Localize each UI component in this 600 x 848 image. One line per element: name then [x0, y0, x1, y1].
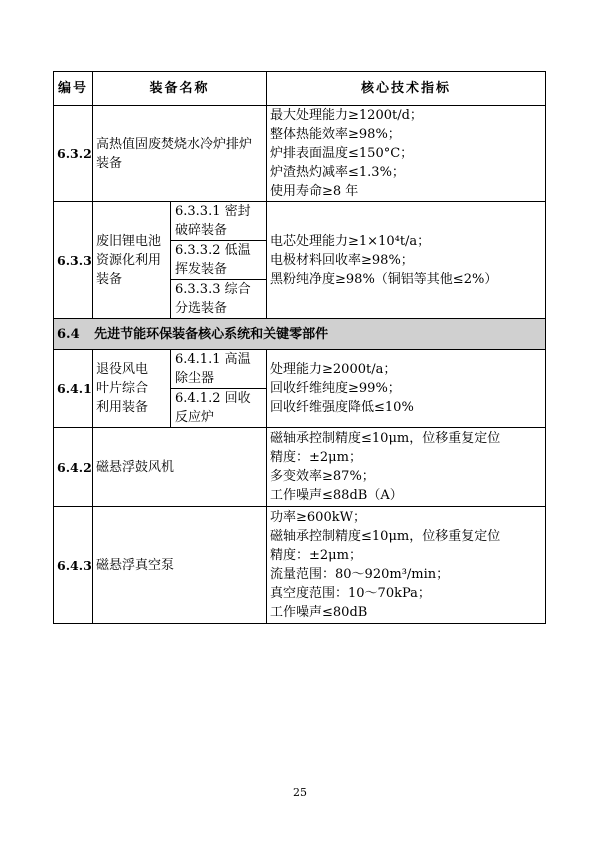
sub-equipment — [171, 241, 267, 280]
spec-cell — [267, 202, 546, 319]
spec-line: 电极材料回收率≥98%； — [270, 252, 414, 268]
spec-line: 使用寿命≥8 年 — [270, 184, 359, 199]
spec-line: 流量范围：80～920m³/min； — [270, 567, 450, 582]
sub-line: 除尘器 — [175, 371, 215, 386]
spec-line: 回收纤维强度降低≤10% — [270, 400, 414, 415]
sub-equipment — [171, 389, 267, 428]
spec-line: 整体热能效率≥98%； — [270, 127, 401, 142]
item-number: 6.3.3 — [54, 202, 93, 319]
table-row — [54, 507, 546, 624]
item-number: 6.4.2 — [54, 428, 93, 507]
spec-line: 最大处理能力≥1200t/d； — [270, 108, 423, 123]
equipment-name: 磁悬浮鼓风机 — [93, 428, 267, 507]
sub-line: 6.4.1.2 回收 — [175, 391, 251, 406]
equipment-name: 磁悬浮真空泵 — [93, 507, 267, 624]
sub-line: 6.4.1.1 高温 — [175, 352, 251, 367]
section-number: 6.4 — [57, 326, 80, 342]
sub-equipment — [171, 280, 267, 319]
spec-cell — [267, 106, 546, 202]
name-line: 装备 — [96, 271, 123, 287]
spec-line: 精度：±2μm； — [270, 450, 362, 465]
item-number: 6.4.1 — [54, 350, 93, 428]
item-number: 6.4.3 — [54, 507, 93, 624]
spec-cell — [267, 350, 546, 428]
name-line: 高热值固废焚烧水冷炉排炉 — [96, 136, 253, 152]
header-core-spec: 核心技术指标 — [267, 72, 546, 106]
name-line: 叶片综合 — [96, 381, 149, 396]
name-line: 装备 — [96, 155, 123, 171]
header-number: 编号 — [54, 72, 93, 106]
spec-cell — [267, 507, 546, 624]
spec-line: 炉渣热灼减率≤1.3%； — [270, 165, 405, 180]
page-number: 25 — [293, 786, 307, 799]
table-row — [54, 350, 546, 389]
equipment-name — [93, 350, 171, 428]
spec-line: 工作噪声≤88dB（A） — [270, 488, 403, 503]
spec-line: 工作噪声≤80dB — [270, 605, 368, 620]
equipment-name — [93, 106, 267, 202]
equipment-name — [93, 202, 171, 319]
spec-line: 回收纤维纯度≥99%； — [270, 381, 401, 396]
spec-cell — [267, 428, 546, 507]
spec-line: 精度：±2μm； — [270, 548, 362, 563]
spec-line: 多变效率≥87%； — [270, 469, 375, 484]
section-row — [54, 319, 546, 350]
section-heading — [54, 319, 546, 350]
sub-equipment — [171, 202, 267, 241]
spec-line: 功率≥600kW； — [270, 510, 366, 525]
equipment-spec-table — [53, 71, 546, 624]
sub-line: 挥发装备 — [175, 262, 228, 277]
name-line: 资源化利用 — [96, 252, 162, 268]
table-row — [54, 202, 546, 241]
spec-line: 炉排表面温度≤150°C； — [270, 146, 414, 161]
spec-line: 处理能力≥2000t/a； — [270, 362, 397, 377]
table-header-row — [54, 72, 546, 106]
sub-line: 分选装备 — [175, 301, 228, 316]
spec-line: 黑粉纯净度≥98%（铜铝等其他≤2%） — [270, 271, 498, 287]
spec-line: 真空度范围：10～70kPa； — [270, 586, 431, 601]
name-line: 利用装备 — [96, 400, 149, 415]
sub-line: 6.3.3.3 综合 — [175, 282, 251, 297]
spec-line: 磁轴承控制精度≤10μm，位移重复定位 — [270, 431, 501, 446]
sub-line: 破碎装备 — [175, 223, 228, 238]
sub-equipment — [171, 350, 267, 389]
spec-line: 磁轴承控制精度≤10μm，位移重复定位 — [270, 529, 501, 544]
name-line: 废旧锂电池 — [96, 233, 162, 249]
name-line: 退役风电 — [96, 362, 149, 377]
header-equipment-name: 装备名称 — [93, 72, 267, 106]
sub-line: 6.3.3.1 密封 — [175, 204, 251, 219]
table-row — [54, 106, 546, 202]
spec-line: 电芯处理能力≥1×10⁴t/a； — [270, 233, 431, 249]
table-row — [54, 428, 546, 507]
sub-line: 6.3.3.2 低温 — [175, 243, 251, 258]
section-title: 先进节能环保装备核心系统和关键零部件 — [94, 326, 329, 342]
item-number: 6.3.2 — [54, 106, 93, 202]
sub-line: 反应炉 — [175, 410, 215, 425]
